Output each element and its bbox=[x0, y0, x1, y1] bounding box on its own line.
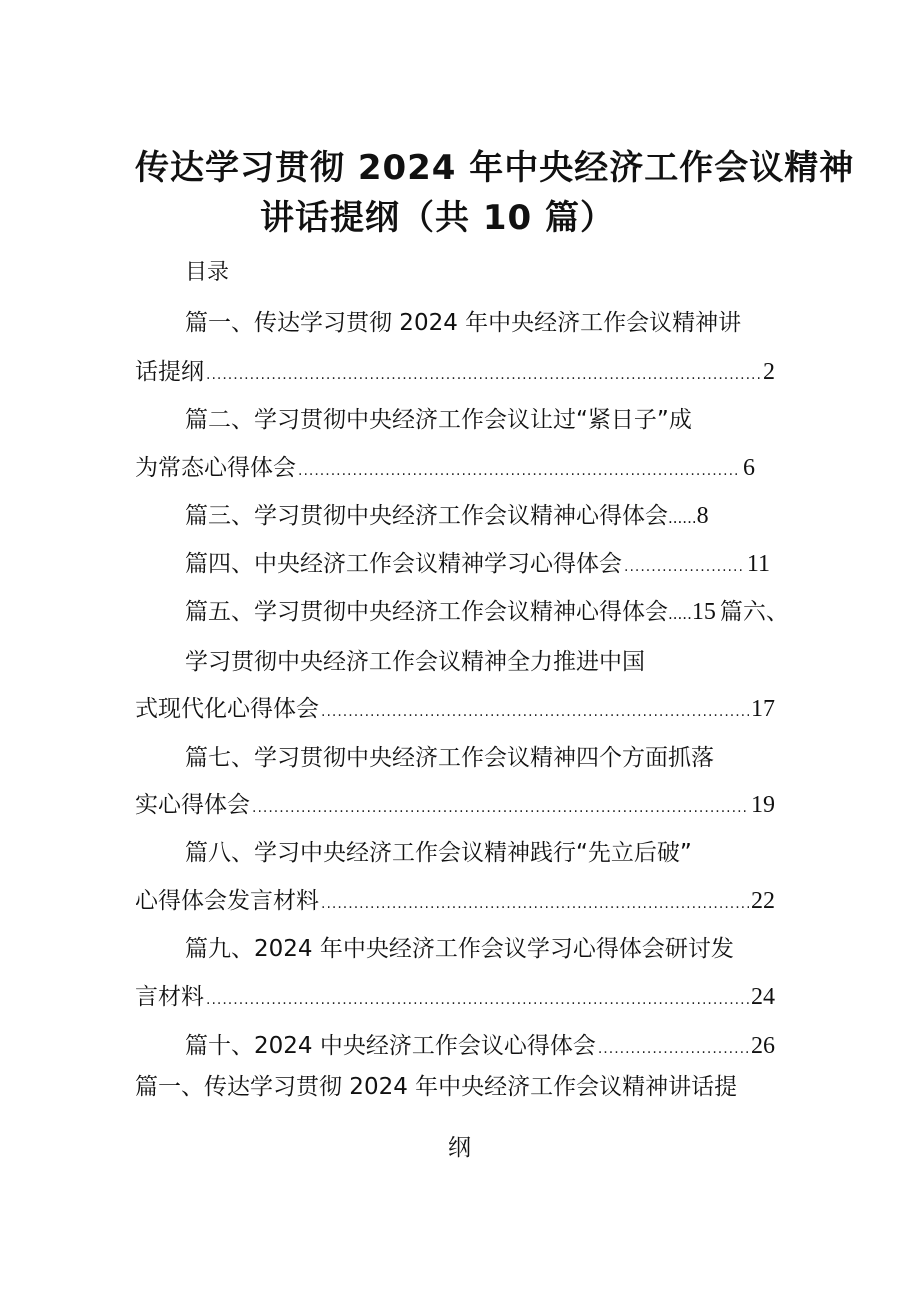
toc-leader-dots bbox=[598, 1034, 749, 1064]
toc-entry-8-text: 心得体会发言材料 bbox=[135, 888, 319, 914]
toc-entry-6-line-1: 学习贯彻中央经济工作会议精神全力推进中国 bbox=[185, 649, 645, 675]
toc-entry-1-line-1: 篇一、传达学习贯彻 2024 年中央经济工作会议精神讲 bbox=[185, 310, 742, 336]
toc-leader-dots bbox=[624, 552, 745, 582]
document-title-line-1: 传达学习贯彻 2024 年中央经济工作会议精神 bbox=[135, 148, 855, 188]
toc-entry-2-page: 6 bbox=[743, 455, 755, 481]
toc-entry-6-text: 式现代化心得体会 bbox=[135, 696, 319, 722]
toc-entry-5[interactable] bbox=[185, 597, 789, 627]
toc-entry-2-line-1: 篇二、学习贯彻中央经济工作会议让过“紧日子”成 bbox=[185, 407, 692, 433]
toc-entry-6-line-2[interactable] bbox=[135, 694, 775, 724]
toc-entry-3-page: 8 bbox=[696, 503, 709, 529]
toc-leader-dots bbox=[206, 360, 761, 390]
toc-entry-8-line-2[interactable] bbox=[135, 886, 775, 916]
toc-entry-1-page: 2 bbox=[763, 359, 775, 385]
toc-entry-9-line-2[interactable] bbox=[135, 982, 775, 1012]
toc-entry-7-text: 实心得体会 bbox=[135, 792, 250, 818]
toc-entry-3[interactable] bbox=[185, 501, 709, 531]
toc-entry-3-dots: ...... bbox=[668, 509, 697, 527]
toc-entry-5-dots: ..... bbox=[668, 605, 692, 623]
section-heading-line-2: 纲 bbox=[448, 1135, 471, 1161]
section-heading-line-1: 篇一、传达学习贯彻 2024 年中央经济工作会议精神讲话提 bbox=[135, 1074, 738, 1100]
toc-entry-4-text: 篇四、中央经济工作会议精神学习心得体会 bbox=[185, 551, 622, 577]
toc-entry-10-text: 篇十、2024 中央经济工作会议心得体会 bbox=[185, 1033, 596, 1059]
toc-entry-10[interactable] bbox=[185, 1031, 775, 1061]
toc-entry-10-page: 26 bbox=[751, 1033, 775, 1059]
toc-entry-5-page: 15 bbox=[691, 599, 716, 625]
toc-entry-8-line-1: 篇八、学习中央经济工作会议精神践行“先立后破” bbox=[185, 840, 692, 866]
toc-entry-7-line-2[interactable] bbox=[135, 790, 775, 820]
toc-entry-1-line-2[interactable] bbox=[135, 357, 775, 387]
toc-entry-3-text: 篇三、学习贯彻中央经济工作会议精神心得体会 bbox=[185, 503, 668, 529]
toc-entry-6-page: 17 bbox=[751, 696, 775, 722]
toc-entry-9-line-1: 篇九、2024 年中央经济工作会议学习心得体会研讨发 bbox=[185, 936, 734, 962]
toc-entry-5-tail: 篇六、 bbox=[719, 599, 789, 625]
toc-entry-2-line-2[interactable] bbox=[135, 453, 755, 483]
toc-entry-7-line-1: 篇七、学习贯彻中央经济工作会议精神四个方面抓落 bbox=[185, 745, 714, 771]
toc-entry-1-text: 话提纲 bbox=[135, 359, 204, 385]
toc-leader-dots bbox=[298, 456, 741, 486]
toc-leader-dots bbox=[321, 889, 749, 919]
toc-entry-4-page: 11 bbox=[746, 551, 770, 577]
toc-entry-9-text: 言材料 bbox=[135, 984, 204, 1010]
toc-heading: 目录 bbox=[185, 260, 230, 285]
toc-entry-5-text: 篇五、学习贯彻中央经济工作会议精神心得体会 bbox=[185, 599, 668, 625]
toc-entry-9-page: 24 bbox=[751, 984, 775, 1010]
toc-entry-4[interactable] bbox=[185, 549, 770, 579]
toc-entry-8-page: 22 bbox=[751, 888, 775, 914]
toc-entry-7-page: 19 bbox=[751, 792, 775, 818]
toc-leader-dots bbox=[321, 697, 749, 727]
toc-entry-2-text: 为常态心得体会 bbox=[135, 455, 296, 481]
toc-leader-dots bbox=[206, 985, 749, 1015]
toc-leader-dots bbox=[252, 793, 749, 823]
document-title-line-2: 讲话提纲（共 10 篇） bbox=[260, 198, 615, 238]
